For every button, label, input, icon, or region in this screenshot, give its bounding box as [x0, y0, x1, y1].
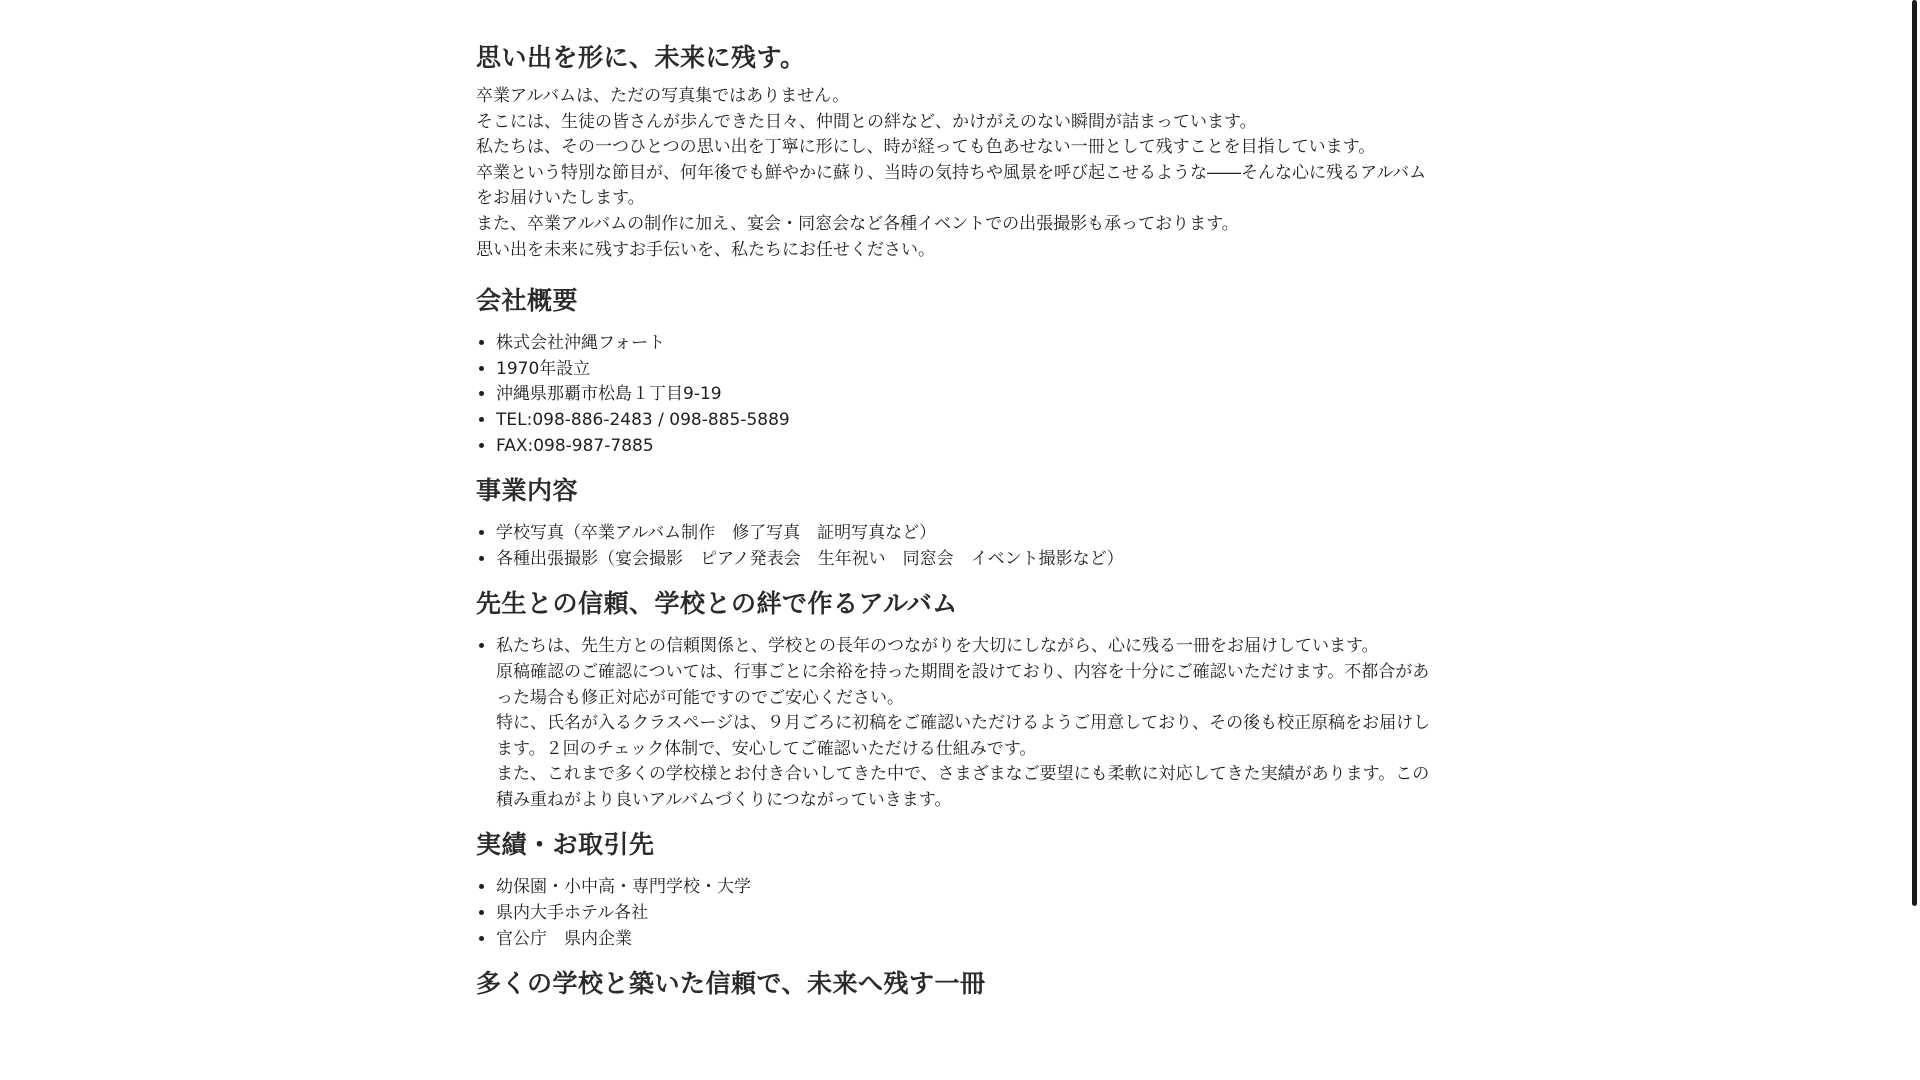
list-item: • 1970年設立 [496, 357, 1434, 383]
list-item: • 幼保園・小中高・専門学校・大学 [496, 875, 1434, 901]
intro-line: 思い出を未来に残すお手伝いを、私たちにお任せください。 [476, 239, 935, 260]
list-item: • TEL:098-886-2483 / 098-885-5889 [496, 408, 1434, 434]
clients-section [476, 825, 1434, 952]
trust-line: また、これまで多くの学校様とお付き合いしてきた中で、さまざまなご要望にも柔軟に対応してきた実績があります。この積み重ねがより良いアルバムづくりにつながっていきます。 [496, 764, 1430, 810]
intro-line: そこには、生徒の皆さんが歩んできた日々、仲間との絆など、かけがえのない瞬間が詰まっています。 [476, 111, 1257, 132]
list-item: • 株式会社沖縄フォート [496, 331, 1434, 357]
scrollbar-thumb[interactable] [1912, 0, 1917, 906]
intro-paragraph [476, 84, 1434, 263]
list-item: • 官公庁 県内企業 [496, 927, 1434, 953]
intro-line: 卒業という特別な節目が、何年後でも鮮やかに蘇り、当時の気持ちや風景を呼び起こせるような――そんな心に残るアルバムをお届けいたします。 [476, 162, 1427, 209]
business-heading: 事業内容 [476, 476, 579, 506]
intro-line: 卒業アルバムは、ただの写真集ではありません。 [476, 86, 850, 106]
company-heading: 会社概要 [476, 286, 579, 316]
intro-section [476, 38, 1434, 263]
list-item: • 沖縄県那覇市松島１丁目9-19 [496, 382, 1434, 408]
trust-section [476, 584, 1434, 813]
list-item: • 県内大手ホテル各社 [496, 901, 1434, 927]
intro-line: 私たちは、その一つひとつの思い出を丁寧に形にし、時が経っても色あせない一冊として残すことを目指しています。 [476, 137, 1376, 158]
list-item: • 各種出張撮影（宴会撮影 ピアノ発表会 生年祝い 同窓会 イベント撮影など） [496, 547, 1434, 573]
intro-line: また、卒業アルバムの制作に加え、宴会・同窓会など各種イベントでの出張撮影も承っております。 [476, 213, 1239, 234]
trust-line: 原稿確認のご確認については、行事ごとに余裕を持った期間を設けており、内容を十分にご確認いただけます。不都合があった場合も修正対応が可能ですのでご安心ください。 [496, 661, 1430, 708]
business-list [476, 521, 1434, 572]
trust-list [476, 634, 1434, 813]
intro-heading: 思い出を形に、未来に残す。 [476, 43, 806, 72]
vertical-scrollbar[interactable] [1906, 0, 1920, 1080]
trust-line: 特に、氏名が入るクラスページは、９月ごろに初稿をご確認いただけるようご用意しており、その後も校正原稿をお届けします。２回のチェック体制で、安心してご確認いただける仕組みです。 [496, 713, 1431, 759]
list-item [496, 634, 1434, 813]
trust-line: • 私たちは、先生方との信頼関係と、学校との長年のつながりを大切にしながら、心に残る一冊をお届けしています。 [496, 636, 1379, 657]
business-section [476, 471, 1434, 572]
clients-heading: 実績・お取引先 [476, 830, 655, 860]
closing-heading: 多くの学校と築いた信頼で、未来へ残す一冊 [476, 969, 986, 999]
closing-section [476, 964, 1434, 1004]
company-list [476, 331, 1434, 459]
list-item: • FAX:098-987-7885 [496, 434, 1434, 460]
list-item: • 学校写真（卒業アルバム制作 修了写真 証明写真など） [496, 521, 1434, 547]
trust-heading: 先生との信頼、学校との絆で作るアルバム [476, 589, 958, 619]
clients-list [476, 875, 1434, 952]
company-section [476, 281, 1434, 459]
main-content [476, 38, 1434, 1004]
